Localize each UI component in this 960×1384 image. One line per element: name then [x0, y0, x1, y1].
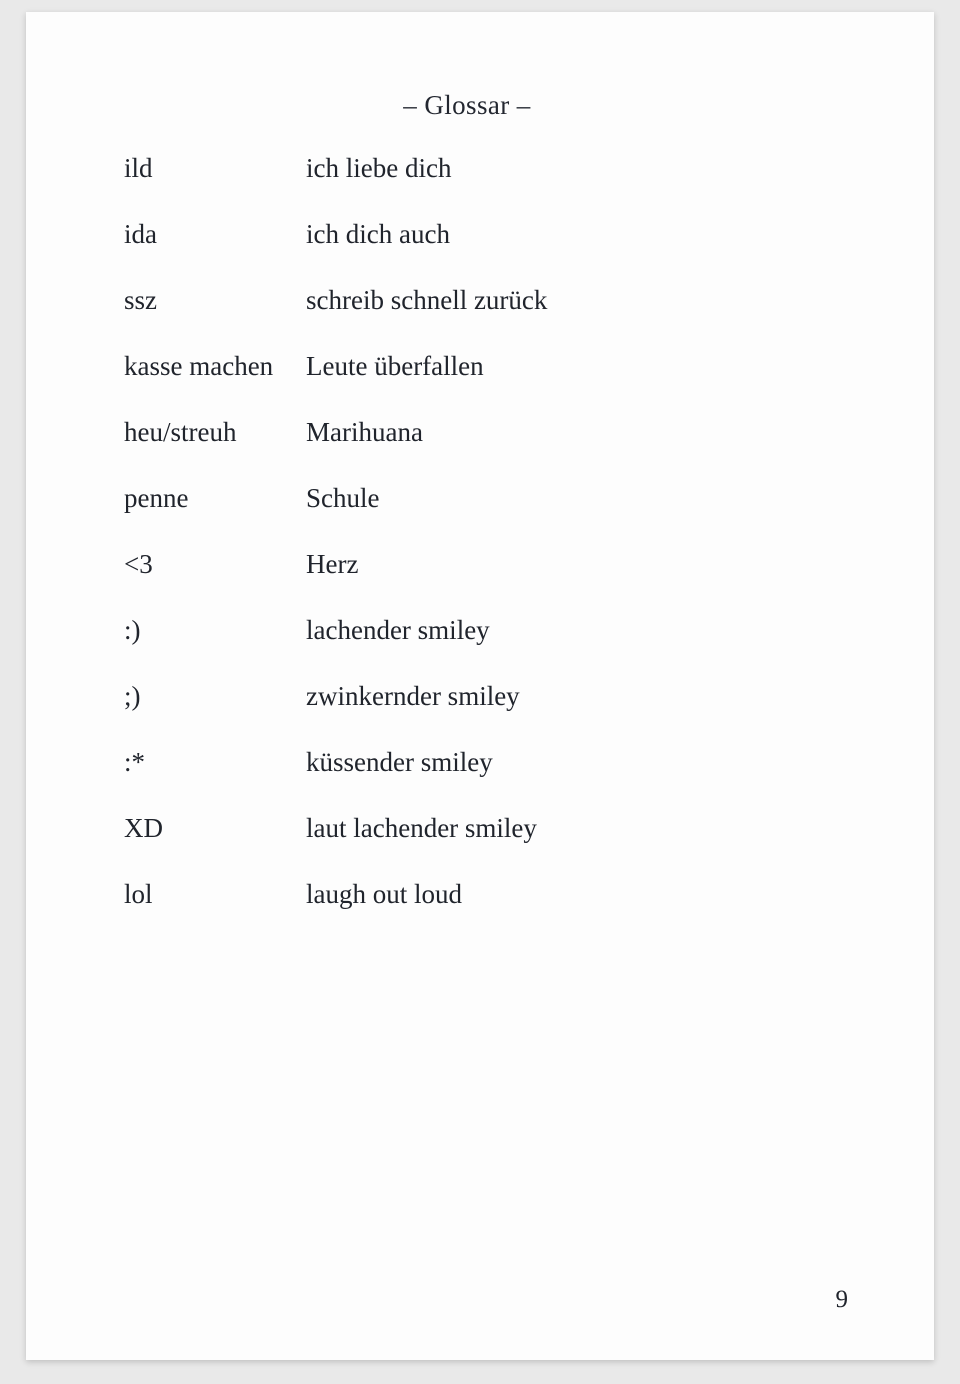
list-item	[124, 814, 864, 880]
list-item	[124, 484, 864, 550]
list-item	[124, 352, 864, 418]
glossary-definition: lachender smiley	[306, 615, 490, 645]
glossary-definition: schreib schnell zurück	[306, 285, 548, 315]
glossary-definition: Marihuana	[306, 417, 423, 447]
glossary-definition: ich liebe dich	[306, 153, 452, 183]
glossary-definition: Herz	[306, 549, 359, 579]
glossary-term: penne	[124, 483, 189, 513]
list-item	[124, 418, 864, 484]
glossary-term: XD	[124, 813, 163, 843]
glossary-term: kasse machen	[124, 351, 274, 381]
page-title	[26, 90, 934, 121]
glossary-term: :*	[124, 747, 146, 777]
glossary-definition: laut lachender smiley	[306, 813, 537, 843]
glossary-definition: zwinkernder smiley	[306, 681, 520, 711]
glossary-term: heu/streuh	[124, 417, 237, 447]
glossary-term: <3	[124, 549, 153, 579]
glossary-term: ssz	[124, 285, 157, 315]
glossary-definition: küssender smiley	[306, 747, 493, 777]
list-item	[124, 748, 864, 814]
list-item	[124, 286, 864, 352]
glossary-definition: laugh out loud	[306, 879, 462, 909]
glossary-definition: Schule	[306, 483, 380, 513]
list-item	[124, 550, 864, 616]
page-number: 9	[835, 1286, 848, 1313]
glossary-definition: ich dich auch	[306, 219, 450, 249]
list-item	[124, 682, 864, 748]
list-item	[124, 616, 864, 682]
list-item	[124, 220, 864, 286]
list-item	[124, 880, 864, 946]
glossary-term: :)	[124, 615, 141, 645]
glossary-term: ;)	[124, 681, 141, 711]
glossary-list	[124, 154, 864, 946]
list-item	[124, 154, 864, 220]
glossary-definition: Leute überfallen	[306, 351, 484, 381]
page-content	[26, 12, 934, 1360]
glossary-term: ida	[124, 219, 157, 249]
glossary-term: lol	[124, 879, 153, 909]
page-title-text: – Glossar –	[403, 90, 531, 120]
glossary-term: ild	[124, 153, 153, 183]
document-page	[26, 12, 934, 1360]
